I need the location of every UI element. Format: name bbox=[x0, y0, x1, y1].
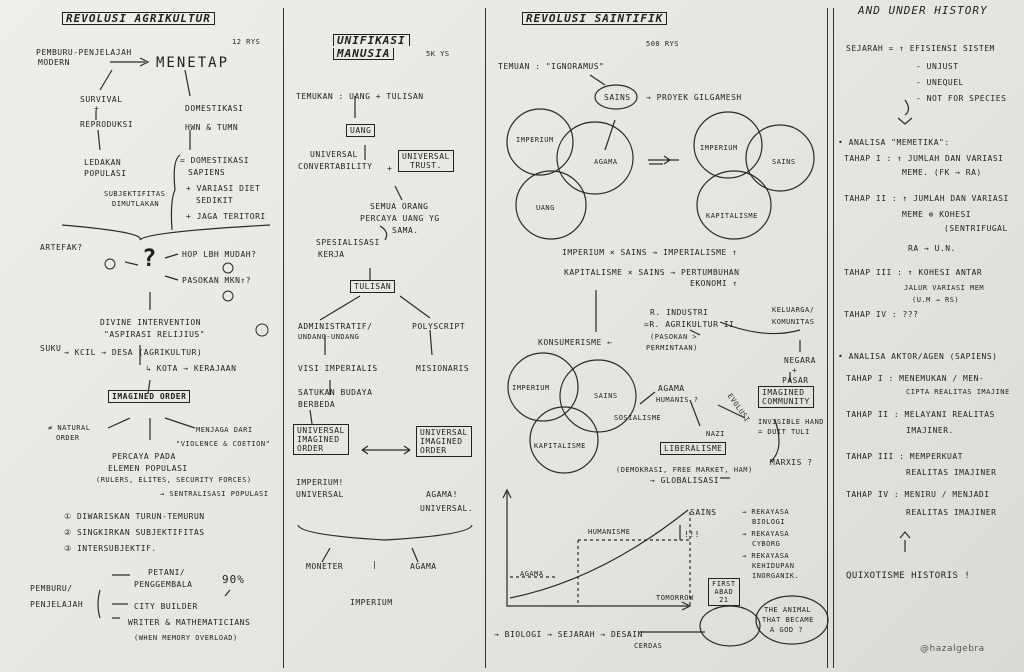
ic-1: IMAGINED bbox=[762, 388, 805, 397]
marxis-label: MARXIS ? bbox=[770, 458, 813, 467]
col4-title: AND UNDER HISTORY bbox=[858, 4, 988, 17]
conv-1: UNIVERSAL bbox=[310, 150, 358, 159]
cerdas-label: CERDAS bbox=[634, 642, 663, 650]
misio-label: MISIONARIS bbox=[416, 364, 470, 373]
v2-sains: SAINS bbox=[772, 158, 796, 166]
trust-1: UNIVERSAL bbox=[402, 152, 450, 161]
col1-title: REVOLUSI AGRIKULTUR bbox=[62, 12, 215, 25]
col2-sep: | bbox=[372, 560, 378, 569]
author-handle: @hazalgebra bbox=[920, 644, 985, 654]
admin-2: UNDANG-UNDANG bbox=[298, 333, 360, 341]
reka-5: KEHIDUPAN bbox=[752, 562, 795, 570]
col1-list-0: = DOMESTIKASI bbox=[180, 156, 250, 165]
a1-1: TAHAP I : MENEMUKAN / MEN- bbox=[846, 374, 985, 383]
plus-2: + bbox=[387, 164, 393, 173]
analisa-2: • ANALISA AKTOR/AGEN (SAPIENS) bbox=[838, 352, 998, 361]
graph-humanisme: HUMANISME bbox=[588, 528, 631, 536]
uio1-2: IMAGINED bbox=[297, 435, 340, 444]
t2-2: MEME ⊕ KOHESI bbox=[902, 210, 972, 219]
city-builder: CITY BUILDER bbox=[134, 602, 198, 611]
reka-4: → REKAYASA bbox=[742, 552, 790, 560]
a2-1: TAHAP II : MELAYANI REALITAS bbox=[846, 410, 995, 419]
spes-1: SPESIALISASI bbox=[316, 238, 380, 247]
imagined-order-box: IMAGINED ORDER bbox=[108, 390, 190, 403]
evolusi-label: EVOLUSI bbox=[725, 392, 752, 424]
col2-title-2: MANUSIA bbox=[333, 48, 394, 60]
writer-label: WRITER & MATHEMATICIANS bbox=[128, 618, 251, 627]
divine-2: "ASPIRASI RELIJIUS" bbox=[104, 330, 206, 339]
t1-2: MEME. (FK → RA) bbox=[902, 168, 982, 177]
percent-90: 90% bbox=[222, 573, 245, 586]
col2-title-1: UNIFIKASI bbox=[333, 34, 410, 46]
pemburu2-2: PENJELAJAH bbox=[30, 600, 84, 609]
animal-1: THE ANIMAL bbox=[764, 606, 812, 614]
question-mark: ? bbox=[142, 244, 157, 272]
hop-label: HOP LBH MUDAH? bbox=[182, 250, 257, 259]
semua-3: SAMA. bbox=[392, 226, 419, 235]
graph-sains: SAINS bbox=[690, 508, 717, 517]
invisible-1: INVISIBLE HAND bbox=[758, 418, 825, 426]
rind-1: R. INDUSTRI bbox=[650, 308, 709, 317]
a3-1: TAHAP III : MEMPERKUAT bbox=[846, 452, 963, 461]
t3-2: JALUR VARIASI MEM bbox=[904, 284, 985, 292]
pasokan-label: PASOKAN MKN↑? bbox=[182, 276, 252, 285]
reka-2: → REKAYASA bbox=[742, 530, 790, 538]
pemburu-modern-2: MODERN bbox=[38, 58, 70, 67]
first-2: ABAD bbox=[714, 588, 734, 596]
agama-h-1: AGAMA bbox=[658, 384, 685, 393]
memory-label: (WHEN MEMORY OVERLOAD) bbox=[134, 634, 238, 642]
uio1-1: UNIVERSAL bbox=[297, 426, 345, 435]
first-3: 21 bbox=[719, 596, 729, 604]
col3-bottom: → BIOLOGI → SEJARAH → DESAIN bbox=[494, 630, 643, 639]
eq-2b: EKONOMI ↑ bbox=[690, 279, 738, 288]
col1-list-2: + VARIASI DIET bbox=[186, 184, 261, 193]
col1-list-1: SAPIENS bbox=[188, 168, 226, 177]
negara-1: NEGARA bbox=[784, 356, 816, 365]
imperium-label: IMPERIUM bbox=[350, 598, 393, 607]
tulisan-box: TULISAN bbox=[350, 280, 395, 293]
sejarah-label: SEJARAH = ↑ EFISIENSI SISTEM bbox=[846, 44, 995, 53]
agama-h-2: HUMANIS ? bbox=[656, 396, 699, 404]
reka-3: CYBORG bbox=[752, 540, 781, 548]
eq-1: IMPERIUM × SAINS → IMPERIALISME ↑ bbox=[562, 248, 738, 257]
poly-label: POLYSCRIPT bbox=[412, 322, 466, 331]
keluarga-2: KOMUNITAS bbox=[772, 318, 815, 326]
eq-2: KAPITALISME × SAINS → PERTUMBUHAN bbox=[564, 268, 740, 277]
rind-4: PERMINTAAN) bbox=[646, 344, 698, 352]
t3-3: (U.M → RS) bbox=[912, 296, 960, 304]
divine-1: DIVINE INTERVENTION bbox=[100, 318, 202, 327]
col4-list-0: - UNJUST bbox=[916, 62, 959, 71]
sentral-label: → SENTRALISASI POPULASI bbox=[160, 490, 269, 498]
graph-tomorrow: TOMORROW bbox=[656, 594, 694, 602]
petani-2: PENGGEMBALA bbox=[134, 580, 193, 589]
a4-2: REALITAS IMAJINER bbox=[906, 508, 997, 517]
negara-2: + bbox=[792, 366, 798, 375]
animal-2: THAT BECAME bbox=[762, 616, 814, 624]
chain-2: ↳ KOTA → KERAJAAN bbox=[146, 364, 237, 373]
col2-temuan: TEMUKAN : UANG + TULISAN bbox=[296, 92, 424, 101]
subjektifitas-1: SUBJEKTIFITAS bbox=[104, 190, 166, 198]
nazi-label: NAZI bbox=[706, 430, 725, 438]
proyek-label: → PROYEK GILGAMESH bbox=[646, 93, 742, 102]
num-2: ② SINGKIRKAN SUBJEKTIFITAS bbox=[64, 528, 205, 537]
domestikasi-2: HWN & TUMN bbox=[185, 123, 239, 132]
moneter-label: MONETER bbox=[306, 562, 344, 571]
suku-label: SUKU bbox=[40, 344, 62, 353]
col1-list-4: + JAGA TERITORI bbox=[186, 212, 266, 221]
agama-u-1: AGAMA! bbox=[426, 490, 458, 499]
uang-box: UANG bbox=[346, 124, 375, 137]
v3-sains: SAINS bbox=[594, 392, 618, 400]
graph-excl: !!! bbox=[684, 530, 700, 539]
rind-2: =R. AGRIKULTUR II bbox=[644, 320, 735, 329]
v1-uang: UANG bbox=[536, 204, 555, 212]
first-box bbox=[708, 578, 740, 606]
t1-1: TAHAP I : ↑ JUMLAH DAN VARIASI bbox=[844, 154, 1004, 163]
reka-1: BIOLOGI bbox=[752, 518, 786, 526]
natural-1: ≠ NATURAL bbox=[48, 424, 91, 432]
natural-2: ORDER bbox=[56, 434, 80, 442]
t2-4: RA → U.N. bbox=[908, 244, 956, 253]
demokrasi-label: (DEMOKRASI, FREE MARKET, HAM) bbox=[616, 466, 753, 474]
sosialisme-label: SOSIALISME bbox=[614, 414, 662, 422]
animal-3: A GOD ? bbox=[770, 626, 804, 634]
konsum-label: KONSUMERISME ← bbox=[538, 338, 613, 347]
rind-3: (PASOKAN > bbox=[650, 333, 698, 341]
menetap-label: MENETAP bbox=[156, 55, 230, 71]
percaya-1: PERCAYA PADA bbox=[112, 452, 176, 461]
ledakan-1: LEDAKAN bbox=[84, 158, 122, 167]
t3-1: TAHAP III : ↑ KOHESI ANTAR bbox=[844, 268, 983, 277]
spes-2: KERJA bbox=[318, 250, 345, 259]
t4-label: TAHAP IV : ??? bbox=[844, 310, 919, 319]
t2-3: (SENTRIFUGAL bbox=[944, 224, 1008, 233]
keluarga-1: KELUARGA/ bbox=[772, 306, 815, 314]
reka-0: → REKAYASA bbox=[742, 508, 790, 516]
conv-2: CONVERTABILITY bbox=[298, 162, 373, 171]
ic-2: COMMUNITY bbox=[762, 397, 810, 406]
num-1: ① DIWARISKAN TURUN-TEMURUN bbox=[64, 512, 205, 521]
a3-2: REALITAS IMAJINER bbox=[906, 468, 997, 477]
menjaga-2: "VIOLENCE & COETION" bbox=[176, 440, 271, 448]
v2-kapitalisme: KAPITALISME bbox=[706, 212, 758, 220]
uio2-3: ORDER bbox=[420, 446, 447, 455]
analisa-1: • ANALISA "MEMETIKA": bbox=[838, 138, 950, 147]
plus-sign: + bbox=[94, 104, 100, 113]
liberalisme-box: LIBERALISME bbox=[660, 442, 726, 455]
semua-1: SEMUA ORANG bbox=[370, 202, 429, 211]
uio1-3: ORDER bbox=[297, 444, 324, 453]
pemburu-modern-1: PEMBURU-PENJELAJAH bbox=[36, 48, 132, 57]
imperium-u-2: UNIVERSAL bbox=[296, 490, 344, 499]
first-1: FIRST bbox=[712, 580, 736, 588]
pemburu2-1: PEMBURU/ bbox=[30, 584, 73, 593]
satukan-1: SATUKAN BUDAYA bbox=[298, 388, 373, 397]
a2-2: IMAJINER. bbox=[906, 426, 954, 435]
percaya-3: (RULERS, ELITES, SECURITY FORCES) bbox=[96, 476, 252, 484]
quixotisme-label: QUIXOTISME HISTORIS ! bbox=[846, 571, 971, 581]
sains-label: SAINS bbox=[604, 93, 631, 102]
visi-label: VISI IMPERIALIS bbox=[298, 364, 378, 373]
graph-agama: AGAMA bbox=[520, 570, 544, 578]
semua-2: PERCAYA UANG YG bbox=[360, 214, 440, 223]
col4-list-1: - UNEQUEL bbox=[916, 78, 964, 87]
v3-imperium: IMPERIUM bbox=[512, 384, 550, 392]
v3-kapitalisme: KAPITALISME bbox=[534, 442, 586, 450]
reproduksi-label: REPRODUKSI bbox=[80, 120, 134, 129]
a4-1: TAHAP IV : MENIRU / MENJADI bbox=[846, 490, 990, 499]
ledakan-2: POPULASI bbox=[84, 169, 127, 178]
a1-2: CIPTA REALITAS IMAJINE bbox=[906, 388, 1010, 396]
admin-1: ADMINISTRATIF/ bbox=[298, 322, 373, 331]
col2-time: 5K YS bbox=[426, 50, 450, 58]
imagined-community-box bbox=[758, 386, 814, 408]
agama-u-2: UNIVERSAL. bbox=[420, 504, 474, 513]
uio-box-2 bbox=[416, 426, 472, 457]
uio-box-1 bbox=[293, 424, 349, 455]
subjektifitas-2: DIMUTLAKAN bbox=[112, 200, 160, 208]
trust-box bbox=[398, 150, 454, 172]
uio2-1: UNIVERSAL bbox=[420, 428, 468, 437]
reka-6: INORGANIK. bbox=[752, 572, 800, 580]
domestikasi-1: DOMESTIKASI bbox=[185, 104, 244, 113]
imperium-u-1: IMPERIUM! bbox=[296, 478, 344, 487]
v2-imperium: IMPERIUM bbox=[700, 144, 738, 152]
col3-temuan: TEMUAN : "IGNORAMUS" bbox=[498, 62, 605, 71]
invisible-2: = DUIT TULI bbox=[758, 428, 810, 436]
col3-time: 500 RYS bbox=[646, 40, 680, 48]
col1-list-3: SEDIKIT bbox=[196, 196, 234, 205]
artefak-label: ARTEFAK? bbox=[40, 243, 83, 252]
t2-1: TAHAP II : ↑ JUMLAH DAN VARIASI bbox=[844, 194, 1009, 203]
negara-3: PASAR bbox=[782, 376, 809, 385]
petani-1: PETANI/ bbox=[148, 568, 186, 577]
v1-agama: AGAMA bbox=[594, 158, 618, 166]
percaya-2: ELEMEN POPULASI bbox=[108, 464, 188, 473]
chain-1: → KCIL → DESA (AGRIKULTUR) bbox=[64, 348, 203, 357]
trust-2: TRUST. bbox=[410, 161, 442, 170]
agama-label: AGAMA bbox=[410, 562, 437, 571]
menjaga-1: MENJAGA DARI bbox=[196, 426, 253, 434]
survival-label: SURVIVAL bbox=[80, 95, 123, 104]
col3-title: REVOLUSI SAINTIFIK bbox=[522, 12, 667, 25]
col4-list-2: - NOT FOR SPECIES bbox=[916, 94, 1007, 103]
num-3: ③ INTERSUBJEKTIF. bbox=[64, 544, 157, 553]
globalisasi-label: → GLOBALISASI bbox=[650, 476, 720, 485]
v1-imperium: IMPERIUM bbox=[516, 136, 554, 144]
col1-time: 12 RYS bbox=[232, 38, 261, 46]
satukan-2: BERBEDA bbox=[298, 400, 336, 409]
uio2-2: IMAGINED bbox=[420, 437, 463, 446]
